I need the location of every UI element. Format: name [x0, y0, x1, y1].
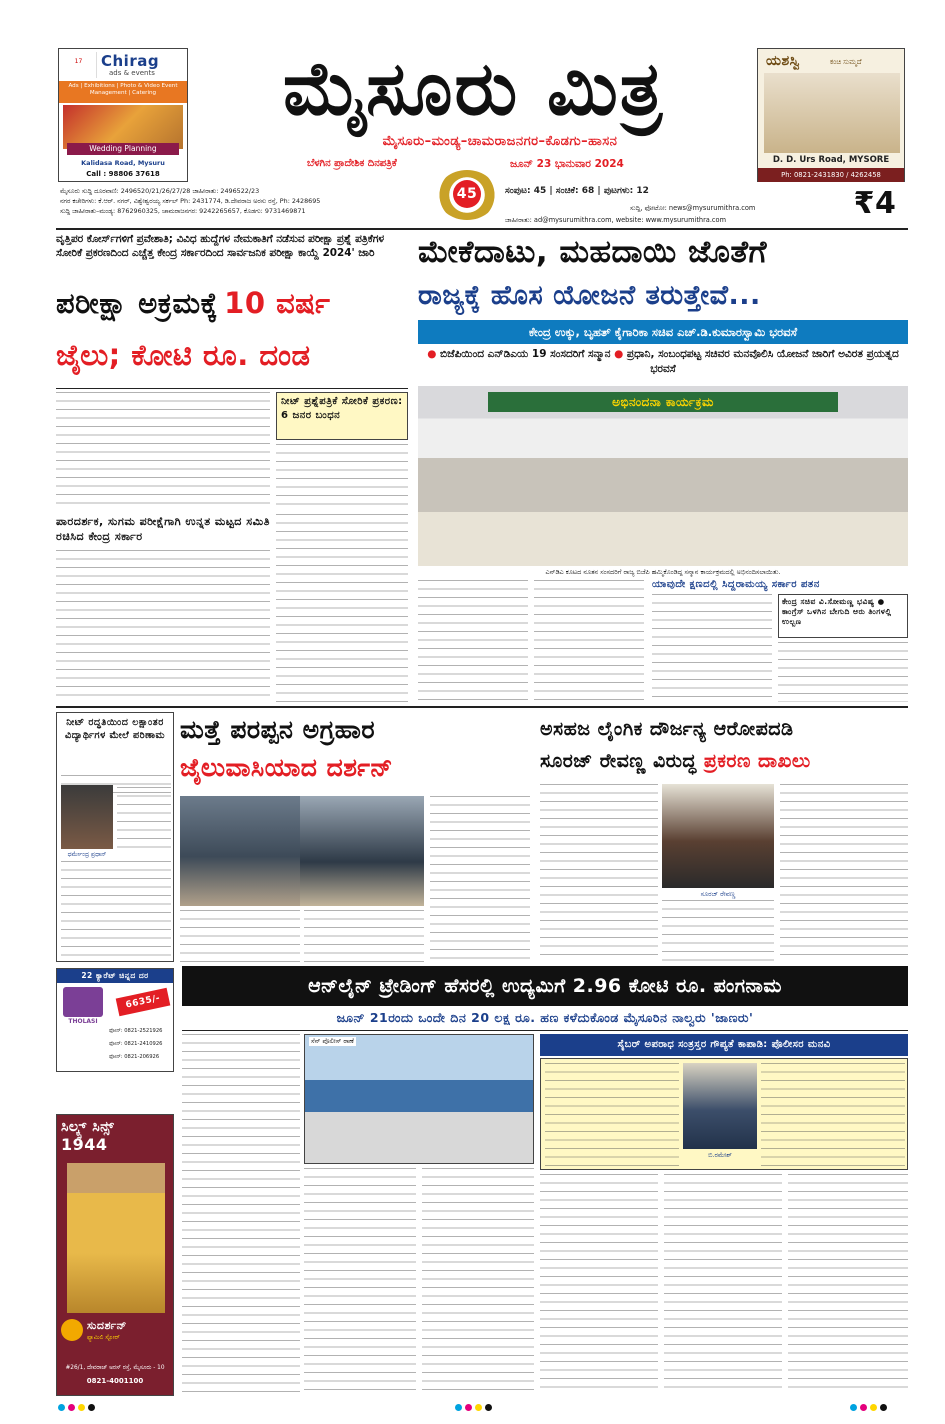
masthead-title: ಮೈಸೂರು ಮಿತ್ರ [282, 46, 665, 132]
registration-dot-magenta [68, 1404, 75, 1411]
ad-yashasvi[interactable] [757, 48, 905, 182]
mekedatu-banner: ಕೇಂದ್ರ ಉಕ್ಕು, ಬೃಹತ್ ಕೈಗಾರಿಕಾ ಸಚಿವ ಎಚ್.ಡಿ.ಕುಮಾರಸ್ವಾಮಿ ಭರವಸೆ [418, 320, 908, 344]
ad-silks-phone: 0821-4001100 [86, 1377, 144, 1385]
registration-dot-cyan [455, 1404, 462, 1411]
masthead-tagline: ಬೆಳಗಿನ ಪ್ರಾದೇಶಿಕ ದಿನಪತ್ರಿಕೆ [307, 158, 397, 169]
ad-silks-brand: ಸುದರ್ಶನ್ [87, 1319, 127, 1332]
registration-marks [0, 1402, 945, 1416]
issue-volume: ಸಂಪುಟ: 45 [505, 186, 547, 196]
exam-intro: ವೃತ್ತಿಪರ ಕೋರ್ಸ್‌ಗಳಿಗೆ ಪ್ರವೇಶಾತಿ; ವಿವಿಧ ಹುದ್ದೆಗಳ ನೇಮಕಾತಿಗೆ ನಡೆಸುವ ಪರೀಕ್ಷಾ ಪ್ರಶ್ನೆ ಪತ್ರಿಕೆಗಳ ಸೋರಿಕೆ ಪ್ರಕರಣದಿಂದ ಎಚ್ಚೆತ್ತ ಕೇಂದ್ರ ಸರ್ಕಾರದಿಂದ ಸಾರ್ವಜನಿಕ ಪರೀಕ್ಷಾ ಕಾಯ್ದೆ 2024' ಜಾರಿ [56, 233, 385, 259]
mekedatu-bullet-2: ಪ್ರಧಾನಿ, ಸಂಬಂಧಪಟ್ಟ ಸಚಿವರ ಮನವೊಲಿಸಿ ಯೋಜನೆ ಜಾರಿಗೆ ಅವಿರತ ಪ್ರಯತ್ನದ ಭರವಸೆ [626, 348, 899, 375]
neet-left-photo [61, 785, 113, 849]
issue-number: ಸಂಚಿಕೆ: 68 [555, 186, 595, 196]
suraj-body-col1 [540, 784, 658, 962]
info-phones-line1: ಮೈಸೂರು ಸುದ್ದಿ ದೂರವಾಣಿ: 2496520/21/26/27/28 ಜಾಹೀರಾತು: 2496522/23 [60, 187, 260, 195]
exam-headline [56, 282, 408, 324]
neet-left-body-3 [61, 861, 171, 959]
online-officer-caption: ಬಿ.ರಮೇಶ್ [708, 1151, 732, 1159]
online-body-col6 [788, 1174, 908, 1394]
mekedatu-photo [418, 386, 908, 566]
neet-left-caption: ಧರ್ಮೇಂದ್ರ ಪ್ರಧಾನ್ [67, 851, 107, 858]
exam-neet-box-title: ನೀಟ್ ಪ್ರಶ್ನೆಪತ್ರಿಕೆ ಸೋರಿಕೆ ಪ್ರಕರಣ: 6 ಜನರ ಬಂಧನ [281, 396, 403, 421]
ad-chirag[interactable] [58, 48, 188, 182]
anniversary-emblem [433, 166, 501, 224]
mekedatu-photo-banner: ಅಭಿನಂದನಾ ಕಾರ್ಯಕ್ರಮ [488, 392, 838, 412]
suraj-caption: ಸೂರಜ್ ರೇವಣ್ಣ [700, 890, 736, 898]
ad-yashasvi-building [764, 73, 900, 153]
ad-yashasvi-sub: ಕಂಚಿ ಸುಮ್ಮದೆ [830, 58, 862, 66]
masthead-regions: ಮೈಸೂರು–ಮಂಡ್ಯ–ಚಾಮರಾಜನಗರ–ಕೊಡಗು–ಹಾಸನ [382, 134, 618, 149]
suraj-headline-name: ಸೂರಜ್ ರೇವಣ್ಣ ವಿರುದ್ಧ [540, 750, 697, 772]
online-officer-photo [683, 1063, 757, 1149]
info-phones-line3: ಸುದ್ದಿ ಜಾಹೀರಾತು–ಮಂಡ್ಯ: 8762960325, ಚಾಮರಾಜನಗರ: 9242265657, ಕೊಡಗು: 9731469871 [60, 207, 306, 215]
mekedatu-body-col2 [534, 580, 644, 702]
mekedatu-side-sub: ಕೇಂದ್ರ ಸಚಿವ ವಿ.ಸೋಮಣ್ಣ ಭವಿಷ್ಯ ● ಕಾಂಗ್ರೆಸ್ ಒಳಗಿನ ಬೇಗುದಿ ಆರು ತಿಂಗಳಲ್ಲಿ ಉಲ್ಬಣ [782, 597, 892, 626]
bullet-icon: ● [614, 348, 624, 360]
registration-dot-magenta [465, 1404, 472, 1411]
mekedatu-side-title: ಯಾವುದೇ ಕ್ಷಣದಲ್ಲಿ ಸಿದ್ದರಾಮಯ್ಯ ಸರ್ಕಾರ ಪತನ [652, 579, 820, 590]
mekedatu-bullet-1: ಬಿಜೆಪಿಯಿಂದ ಎನ್‌ಡಿಎಯ 19 ಸಂಸದರಿಗೆ ಸನ್ಮಾನ [440, 348, 611, 360]
registration-dot-cyan [58, 1404, 65, 1411]
exam-neet-box [276, 392, 408, 440]
suraj-body-col2 [662, 900, 774, 962]
ad-yashasvi-brand: ಯಶಸ್ವಿ [766, 53, 801, 69]
ad-silks-title: ಸಿಲ್ಕ್ಸ್ ಸಿನ್ಸ್ [61, 1119, 115, 1135]
neet-left-body-2 [117, 787, 171, 851]
registration-dot-yellow [78, 1404, 85, 1411]
ad-silks-logo [61, 1319, 83, 1341]
info-ad-email: ಜಾಹೀರಾತು: ad@mysurumithra.com, website: www.mysurumithra.com [505, 216, 727, 224]
ad-gold-rate: 6635/- [116, 988, 171, 1016]
online-body-col4 [540, 1174, 658, 1394]
suraj-headline-2 [540, 746, 908, 776]
online-body-col1 [182, 1034, 300, 1394]
exam-body-col4 [276, 514, 408, 702]
ad-chirag-badge: Wedding Planning [67, 143, 179, 155]
ad-silks-brand-sub: ಫ್ಯಾಮಿಲಿ ಸ್ಟೋರ್ [87, 1334, 120, 1341]
online-sub: ಜೂನ್ 21ರಂದು ಒಂದೇ ದಿನ 20 ಲಕ್ಷ ರೂ. ಹಣ ಕಳೆದುಕೊಂಡ ಮೈಸೂರಿನ ನಾಲ್ವರು 'ಜಾಣರು' [336, 1010, 754, 1025]
darshan-headline-2: ಜೈಲುವಾಸಿಯಾದ ದರ್ಶನ್ [180, 753, 393, 782]
online-body-col3 [422, 1168, 534, 1394]
online-headline: ಆನ್‌ಲೈನ್ ಟ್ರೇಡಿಂಗ್ ಹೆಸರಲ್ಲಿ ಉದ್ಯಮಿಗೆ 2.96 ಕೋಟಿ ರೂ. ಪಂಗನಾಮ [182, 966, 908, 1006]
darshan-body-col2 [180, 910, 300, 962]
online-side-box-body-2 [761, 1063, 905, 1167]
online-body-col2 [304, 1168, 416, 1394]
online-side-box-body [545, 1063, 679, 1167]
exam-headline-line2: ಜೈಲು; ಕೋಟಿ ರೂ. ದಂಡ [56, 338, 311, 372]
mekedatu-headline-1: ಮೇಕೆದಾಟು, ಮಹದಾಯಿ ಜೊತೆಗೆ [418, 234, 768, 270]
ad-silks-address: #26/1, ದೇವರಾಜ್ ಅರಸ್ ರಸ್ತೆ, ಮೈಸೂರು - 10 [65, 1365, 165, 1371]
registration-dot-black [88, 1404, 95, 1411]
neet-left-box [56, 712, 174, 962]
suraj-body-col3 [780, 784, 908, 962]
exam-divider [56, 388, 408, 389]
online-divider [182, 1030, 908, 1031]
online-body-col5 [664, 1174, 782, 1394]
exam-headline-num: 10 ವರ್ಷ [224, 286, 331, 320]
info-news-email: ಸುದ್ದಿ, ಫೋಟೋ: news@mysurumithra.com [630, 204, 756, 212]
ad-chirag-brand-sub: ads & events [109, 69, 155, 77]
ad-silks-model [67, 1163, 165, 1313]
suraj-photo [662, 784, 774, 888]
darshan-body-col1 [430, 796, 530, 962]
row1-divider [56, 706, 908, 708]
mekedatu-headline-2: ರಾಜ್ಯಕ್ಕೆ ಹೊಸ ಯೋಜನೆ ತರುತ್ತೇವೆ... [418, 280, 761, 311]
price: ₹4 [853, 186, 897, 221]
ad-gold-title: 22 ಕ್ಯಾರೆಟ್ ಚಿನ್ನದ ದರ [57, 969, 173, 983]
ad-gold-logo [63, 987, 103, 1017]
ad-gold-phone-1: ಫೋನ್: 0821-2521926 [109, 1028, 163, 1034]
ad-yashasvi-address: D. D. Urs Road, MYSORE [772, 155, 890, 165]
ad-gold-phone-3: ಫೋನ್: 0821-206926 [109, 1054, 160, 1060]
neet-left-title: ನೀಟ್ ರದ್ಧತಿಯಿಂದ ಲಕ್ಷಾಂತರ ವಿದ್ಯಾರ್ಥಿಗಳ ಮೇಲೆ ಪರಿಣಾಮ [64, 717, 166, 741]
anniversary-number: 45 [453, 180, 481, 208]
ad-chirag-brand: Chirag [101, 52, 160, 70]
online-photo-label: ಸೆನ್ ಪೊಲೀಸ್ ಠಾಣೆ [311, 1037, 354, 1045]
online-side-box [540, 1058, 908, 1170]
mekedatu-side-box [778, 594, 908, 638]
darshan-photo-2 [300, 796, 424, 906]
registration-dot-black [485, 1404, 492, 1411]
darshan-photo [180, 796, 300, 906]
ad-gold-brand: THOLASI [68, 1018, 98, 1025]
exam-body-col3 [56, 550, 270, 702]
info-phones [60, 186, 430, 216]
darshan-body-col3 [304, 910, 424, 962]
suraj-headline-1: ಅಸಹಜ ಲೈಂಗಿಕ ದೌರ್ಜನ್ಯ ಆರೋಪದಡಿ [540, 718, 794, 740]
registration-dot-yellow [475, 1404, 482, 1411]
ad-chirag-logo-badge: 17 [61, 52, 97, 78]
issue-pages: ಪುಟಗಳು: 12 [603, 186, 649, 196]
exam-headline-part1: ಪರೀಕ್ಷಾ ಅಕ್ರಮಕ್ಕೆ [56, 286, 219, 320]
exam-sub-headline: ಪಾರದರ್ಶಕ, ಸುಗಮ ಪರೀಕ್ಷೆಗಾಗಿ ಉನ್ನತ ಮಟ್ಟದ ಸಮಿತಿ ರಚಿಸಿದ ಕೇಂದ್ರ ಸರ್ಕಾರ [56, 515, 270, 543]
ad-chirag-call: Call : 98806 37618 [86, 170, 160, 178]
ad-silks-year: 1944 [61, 1135, 108, 1154]
bullet-icon: ● [427, 348, 437, 360]
mekedatu-side-body-2 [778, 642, 908, 702]
registration-dot-black [880, 1404, 887, 1411]
ad-chirag-address: Kalidasa Road, Mysuru [81, 159, 165, 167]
ad-chirag-services: Ads | Exhibitions | Photo & Video Event Management | Catering [59, 81, 187, 103]
mekedatu-caption: ಎನ್‌ಡಿಎ ಕೂಟದ ನೂತನ ಸಂಸದರಿಗೆ ರಾಜ್ಯ ಬಿಜೆಪಿ ಹಮ್ಮಿಕೊಂಡಿದ್ದ ಸನ್ಮಾನ ಕಾರ್ಯಕ್ರಮದಲ್ಲಿ ಅಭಿನಂದಿಸಲಾಯಿತು. [545, 568, 781, 576]
mekedatu-body-col1 [418, 580, 528, 702]
masthead-date: ಜೂನ್ 23 ಭಾನುವಾರ 2024 [510, 158, 624, 170]
ad-yashasvi-phone: Ph: 0821-2431830 / 4262458 [758, 168, 904, 182]
suraj-headline-case: ಪ್ರಕರಣ ದಾಖಲು [703, 750, 811, 772]
issue-info: ಸಂಪುಟ: 45 | ಸಂಚಿಕೆ: 68 | ಪುಟಗಳು: 12 [505, 186, 649, 196]
registration-dot-magenta [860, 1404, 867, 1411]
exam-body-col2 [276, 444, 408, 508]
mekedatu-side-body [652, 594, 772, 702]
online-side-title: ಸೈಬರ್ ಅಪರಾಧ ಸಂತ್ರಸ್ತರ ಗೌಪ್ಯತೆ ಕಾಪಾಡಿ: ಪೊಲೀಸರ ಮನವಿ [540, 1034, 908, 1056]
ad-gold-phone-2: ಫೋನ್: 0821-2410926 [109, 1041, 163, 1047]
ad-silks[interactable] [56, 1114, 174, 1396]
registration-dot-yellow [870, 1404, 877, 1411]
ad-gold-phones [109, 1025, 173, 1064]
info-phones-line2: ನಗರ ಕಚೇರಿಗಳು: ಕೆ.ಆರ್. ನಗರ್, ವಿಶ್ವೇಶ್ವರಯ್ಯ ಸರ್ಕಲ್ Ph: 2431774, ಡಿ.ದೇವರಾಜ ಅರಸು ರಸ್ತೆ, Ph: 2428695 [60, 197, 321, 205]
ad-gold[interactable] [56, 968, 174, 1072]
registration-dot-cyan [850, 1404, 857, 1411]
exam-body-col1 [56, 392, 270, 508]
darshan-headline-1: ಮತ್ತೆ ಪರಪ್ಪನ ಅಗ್ರಹಾರ [180, 715, 376, 744]
mekedatu-bullets [418, 347, 908, 377]
online-photo [304, 1034, 534, 1164]
